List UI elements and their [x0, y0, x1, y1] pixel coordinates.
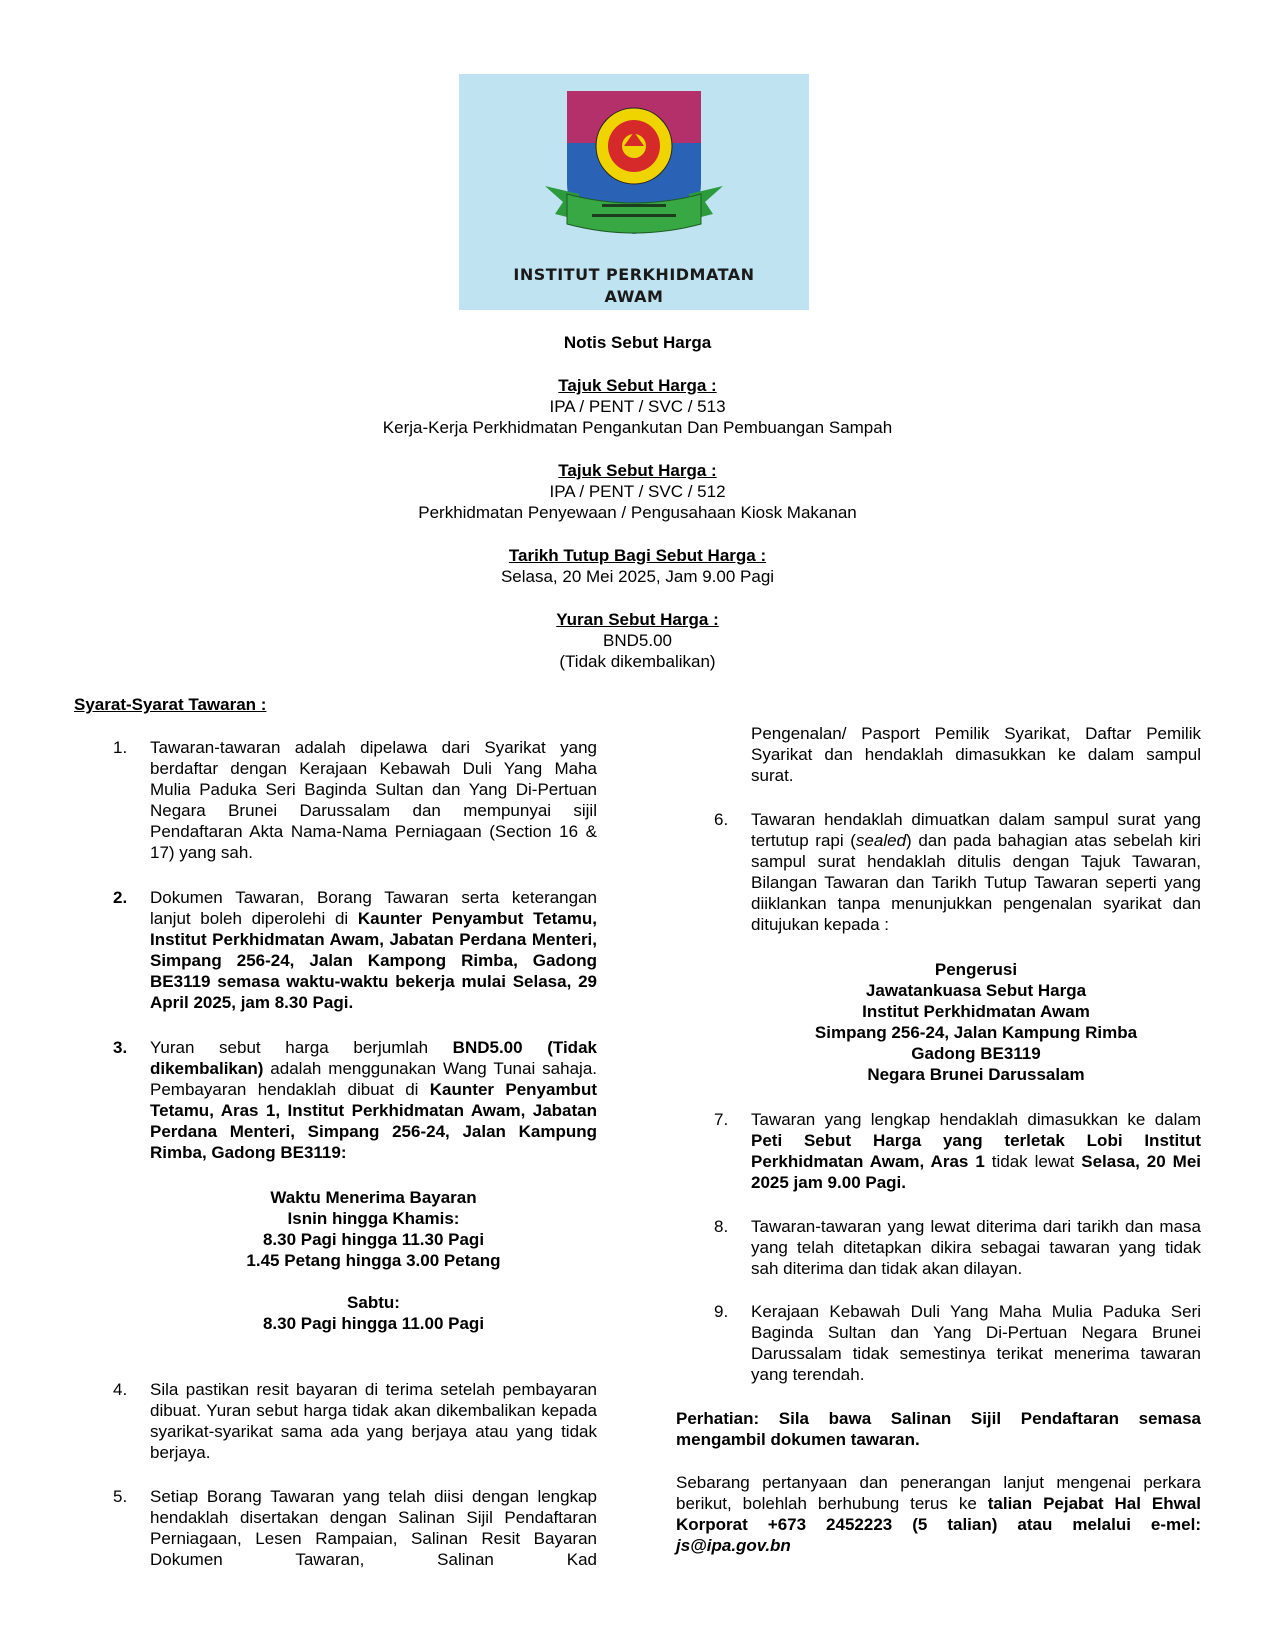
address-line: Institut Perkhidmatan Awam — [862, 1002, 1090, 1021]
conditions-title: Syarat-Syarat Tawaran : — [74, 695, 267, 714]
notice-heading: Notis Sebut Harga — [563, 333, 712, 352]
item-number: 6. — [714, 810, 729, 829]
section-line: (Tidak dikembalikan) — [559, 652, 716, 671]
section-line: Kerja-Kerja Perkhidmatan Pengankutan Dan Pembuangan Sampah — [382, 418, 893, 437]
saturday-hours: 8.30 Pagi hingga 11.00 Pagi — [262, 1314, 485, 1333]
org-name-line1: INSTITUT PERKHIDMATAN — [513, 265, 755, 284]
logo — [459, 74, 809, 310]
weekday-hours-1: 8.30 Pagi hingga 11.30 Pagi — [262, 1230, 485, 1249]
item-text: Dokumen Tawaran, Borang Tawaran serta keterangan lanjut boleh diperolehi di — [150, 888, 597, 928]
address-line: Negara Brunei Darussalam — [867, 1065, 1085, 1084]
item-number: 4. — [113, 1380, 128, 1399]
item-text-bold: Peti Sebut Harga yang terletak Lobi Institut Perkhidmatan Awam, Aras 1 — [751, 1131, 1201, 1171]
contact-email[interactable]: js@ipa.gov.bn — [676, 1536, 791, 1555]
notice-section-1 — [300, 375, 975, 438]
item-number: 7. — [714, 1110, 729, 1129]
item-text-bold: BND5.00 (Tidak dikembalikan) — [150, 1038, 597, 1078]
address-line: Jawatankuasa Sebut Harga — [865, 981, 1087, 1000]
payment-hours-title: Waktu Menerima Bayaran — [270, 1188, 477, 1207]
condition-item-9: Kerajaan Kebawah Duli Yang Maha Mulia Paduka Seri Baginda Sultan dan Yang Di-Pertuan Negara Brunei Darussalam tidak semestinya terikat menerima tawaran yang terendah. — [751, 1302, 1201, 1384]
contact-text: Sebarang pertanyaan dan penerangan lanjut mengenai perkara berikut, bolehlah berhubung terus ke — [676, 1473, 1201, 1513]
item-text-bold: Kaunter Penyambut Tetamu, Institut Perkhidmatan Awam, Jabatan Perdana Menteri, Simpang 256-24, Jalan Kampong Rimba, Gadong BE3119 semasa waktu-waktu bekerja mulai Selasa, 29 April 2025, jam 8.30 Pagi. — [150, 909, 597, 1012]
notice-section-2 — [300, 460, 975, 523]
section-line: BND5.00 — [603, 631, 672, 650]
address-line: Pengerusi — [934, 960, 1018, 979]
condition-item-6 — [751, 809, 1201, 935]
condition-item-5-continued: Pengenalan/ Pasport Pemilik Syarikat, Daftar Pemilik Syarikat dan hendaklah dimasukkan ke dalam sampul surat. — [751, 724, 1201, 785]
item-number: 9. — [714, 1302, 729, 1321]
notice-header — [300, 332, 975, 353]
item-number: 8. — [714, 1217, 729, 1236]
weekday-hours-2: 1.45 Petang hingga 3.00 Petang — [246, 1251, 501, 1270]
contact-info — [676, 1472, 1201, 1556]
address-line: Gadong BE3119 — [911, 1044, 1041, 1063]
item-text-italic: sealed — [855, 831, 907, 850]
item-text-bold: Kaunter Penyambut Tetamu, Aras 1, Institut Perkhidmatan Awam, Jabatan Perdana Menteri, Simpang 256-24, Jalan Kampung Rimba, Gadong BE3119: — [150, 1080, 597, 1162]
item-number: 2. — [113, 888, 128, 907]
section-line: Perkhidmatan Penyewaan / Pengusahaan Kiosk Makanan — [418, 503, 857, 522]
condition-item-2 — [150, 887, 597, 1013]
item-text: Yuran sebut harga berjumlah — [150, 1038, 453, 1057]
item-text: adalah menggunakan Wang Tunai sahaja. Pembayaran hendaklah dibuat di — [150, 1059, 597, 1099]
item-number: 3. — [113, 1038, 128, 1057]
section-line: IPA / PENT / SVC / 512 — [549, 482, 726, 501]
attention-note: Perhatian: Sila bawa Salinan Sijil Pendaftaran semasa mengambil dokumen tawaran. — [676, 1409, 1201, 1449]
section-line: IPA / PENT / SVC / 513 — [549, 397, 726, 416]
section-line: Selasa, 20 Mei 2025, Jam 9.00 Pagi — [500, 567, 775, 586]
section-title: Tajuk Sebut Harga : — [558, 461, 717, 480]
item-text: ) dan pada bahagian atas sebelah kiri sampul surat hendaklah ditulis dengan Tajuk Tawaran, Bilangan Tawaran dan Tarikh Tutup Tawaran seperti yang diiklankan tanpa menunjukkan pengenalan syarikat dan ditujukan kepada : — [751, 831, 1201, 934]
item-number: 1. — [113, 738, 128, 757]
address-block — [736, 959, 1216, 1085]
section-title: Tarikh Tutup Bagi Sebut Harga : — [508, 546, 767, 565]
notice-section-3 — [300, 545, 975, 587]
notice-section-4 — [300, 609, 975, 672]
address-line: Simpang 256-24, Jalan Kampung Rimba — [814, 1023, 1138, 1042]
weekday-label: Isnin hingga Khamis: — [287, 1209, 460, 1228]
condition-item-3 — [150, 1037, 597, 1163]
condition-item-1: Tawaran-tawaran adalah dipelawa dari Syarikat yang berdaftar dengan Kerajaan Kebawah Duli Yang Maha Mulia Paduka Seri Baginda Sultan dan Yang Di-Pertuan Negara Brunei Darussalam dan mempunyai sijil Pendaftaran Akta Nama-Nama Perniagaan (Section 16 & 17) yang sah. — [150, 738, 597, 862]
condition-item-4: Sila pastikan resit bayaran di terima setelah pembayaran dibuat. Yuran sebut harga tidak akan dikembalikan kepada syarikat-syarikat sama ada yang berjaya atau yang tidak berjaya. — [150, 1380, 597, 1462]
item-text: Tawaran hendaklah dimuatkan dalam sampul surat yang tertutup rapi ( — [751, 810, 1201, 850]
item-text-bold: Selasa, 20 Mei 2025 jam 9.00 Pagi. — [751, 1152, 1202, 1192]
item-number: 5. — [113, 1487, 128, 1506]
contact-phone: talian Pejabat Hal Ehwal Korporat +673 2452223 (5 talian) atau melalui e-mel: — [676, 1494, 1201, 1534]
condition-item-8: Tawaran-tawaran yang lewat diterima dari tarikh dan masa yang telah ditetapkan dikira sebagai tawaran yang tidak sah diterima dan tidak akan dilayan. — [751, 1217, 1201, 1278]
item-text: tidak lewat — [984, 1152, 1082, 1171]
condition-item-7 — [751, 1109, 1201, 1193]
payment-hours — [150, 1187, 597, 1334]
item-text: Tawaran yang lengkap hendaklah dimasukkan ke dalam — [751, 1110, 1201, 1129]
org-name-line2: AWAM — [604, 287, 664, 306]
section-title: Yuran Sebut Harga : — [556, 610, 719, 629]
saturday-label: Sabtu: — [347, 1293, 400, 1312]
section-title: Tajuk Sebut Harga : — [558, 376, 717, 395]
condition-item-5: Setiap Borang Tawaran yang telah diisi dengan lengkap hendaklah disertakan dengan Salinan Sijil Pendaftaran Perniagaan, Lesen Rampaian, Salinan Resit Bayaran Dokumen Tawaran, Salinan Kad — [150, 1487, 597, 1569]
